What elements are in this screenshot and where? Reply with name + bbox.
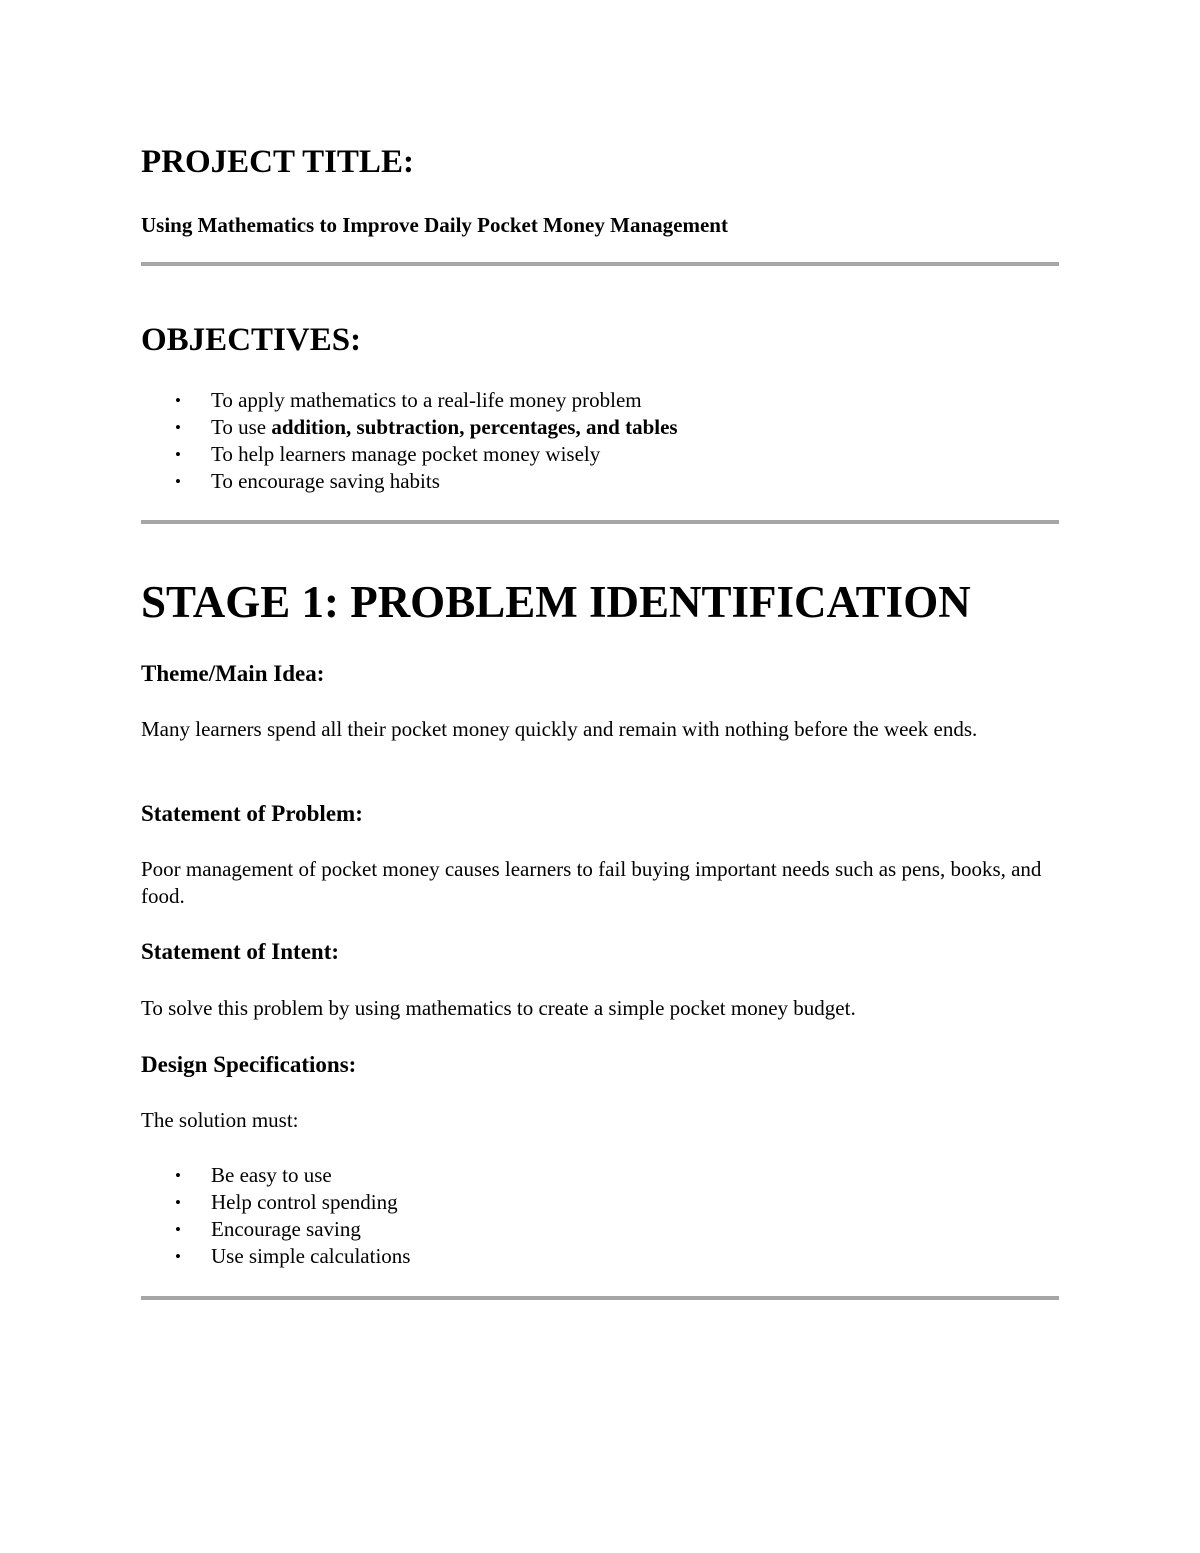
objectives-list (141, 387, 678, 495)
objective-item: • To use addition, subtraction, percentages, and tables (175, 415, 678, 439)
section-divider (141, 1296, 1059, 1300)
theme-text: Many learners spend all their pocket money quickly and remain with nothing before the week ends. (141, 717, 978, 741)
objectives-heading: OBJECTIVES: (141, 322, 362, 358)
design-label: Design Specifications: (141, 1052, 357, 1077)
section-divider (141, 520, 1059, 524)
bullet-icon: • (175, 1220, 181, 1239)
bullet-icon: • (175, 445, 181, 464)
objective-emphasis: addition, subtraction, percentages, and tables (271, 415, 678, 439)
design-spec-item: • Help control spending (175, 1190, 398, 1214)
design-spec-item: • Use simple calculations (175, 1244, 411, 1268)
bullet-icon: • (175, 472, 181, 491)
bullet-icon: • (175, 391, 181, 410)
intent-text: To solve this problem by using mathematics to create a simple pocket money budget. (141, 996, 856, 1020)
objective-item: • To help learners manage pocket money wisely (175, 442, 601, 466)
theme-label: Theme/Main Idea: (141, 661, 325, 686)
objective-item: • To encourage saving habits (175, 469, 440, 493)
problem-label: Statement of Problem: (141, 801, 363, 826)
problem-text: Poor management of pocket money causes learners to fail buying important needs such as pens, books, and food. (141, 857, 1042, 908)
project-title-text: Using Mathematics to Improve Daily Pocket Money Management (141, 213, 728, 237)
design-intro: The solution must: (141, 1108, 299, 1132)
bullet-icon: • (175, 1193, 181, 1212)
project-title-heading: PROJECT TITLE: (141, 144, 414, 180)
stage1-heading: STAGE 1: PROBLEM IDENTIFICATION (141, 577, 971, 627)
section-divider (141, 262, 1059, 266)
design-spec-item: • Be easy to use (175, 1163, 332, 1187)
objective-item: • To apply mathematics to a real-life money problem (175, 388, 642, 412)
design-spec-list (141, 1162, 410, 1270)
design-spec-item: • Encourage saving (175, 1217, 361, 1241)
bullet-icon: • (175, 1247, 181, 1266)
bullet-icon: • (175, 1166, 181, 1185)
intent-label: Statement of Intent: (141, 939, 340, 964)
bullet-icon: • (175, 418, 181, 437)
